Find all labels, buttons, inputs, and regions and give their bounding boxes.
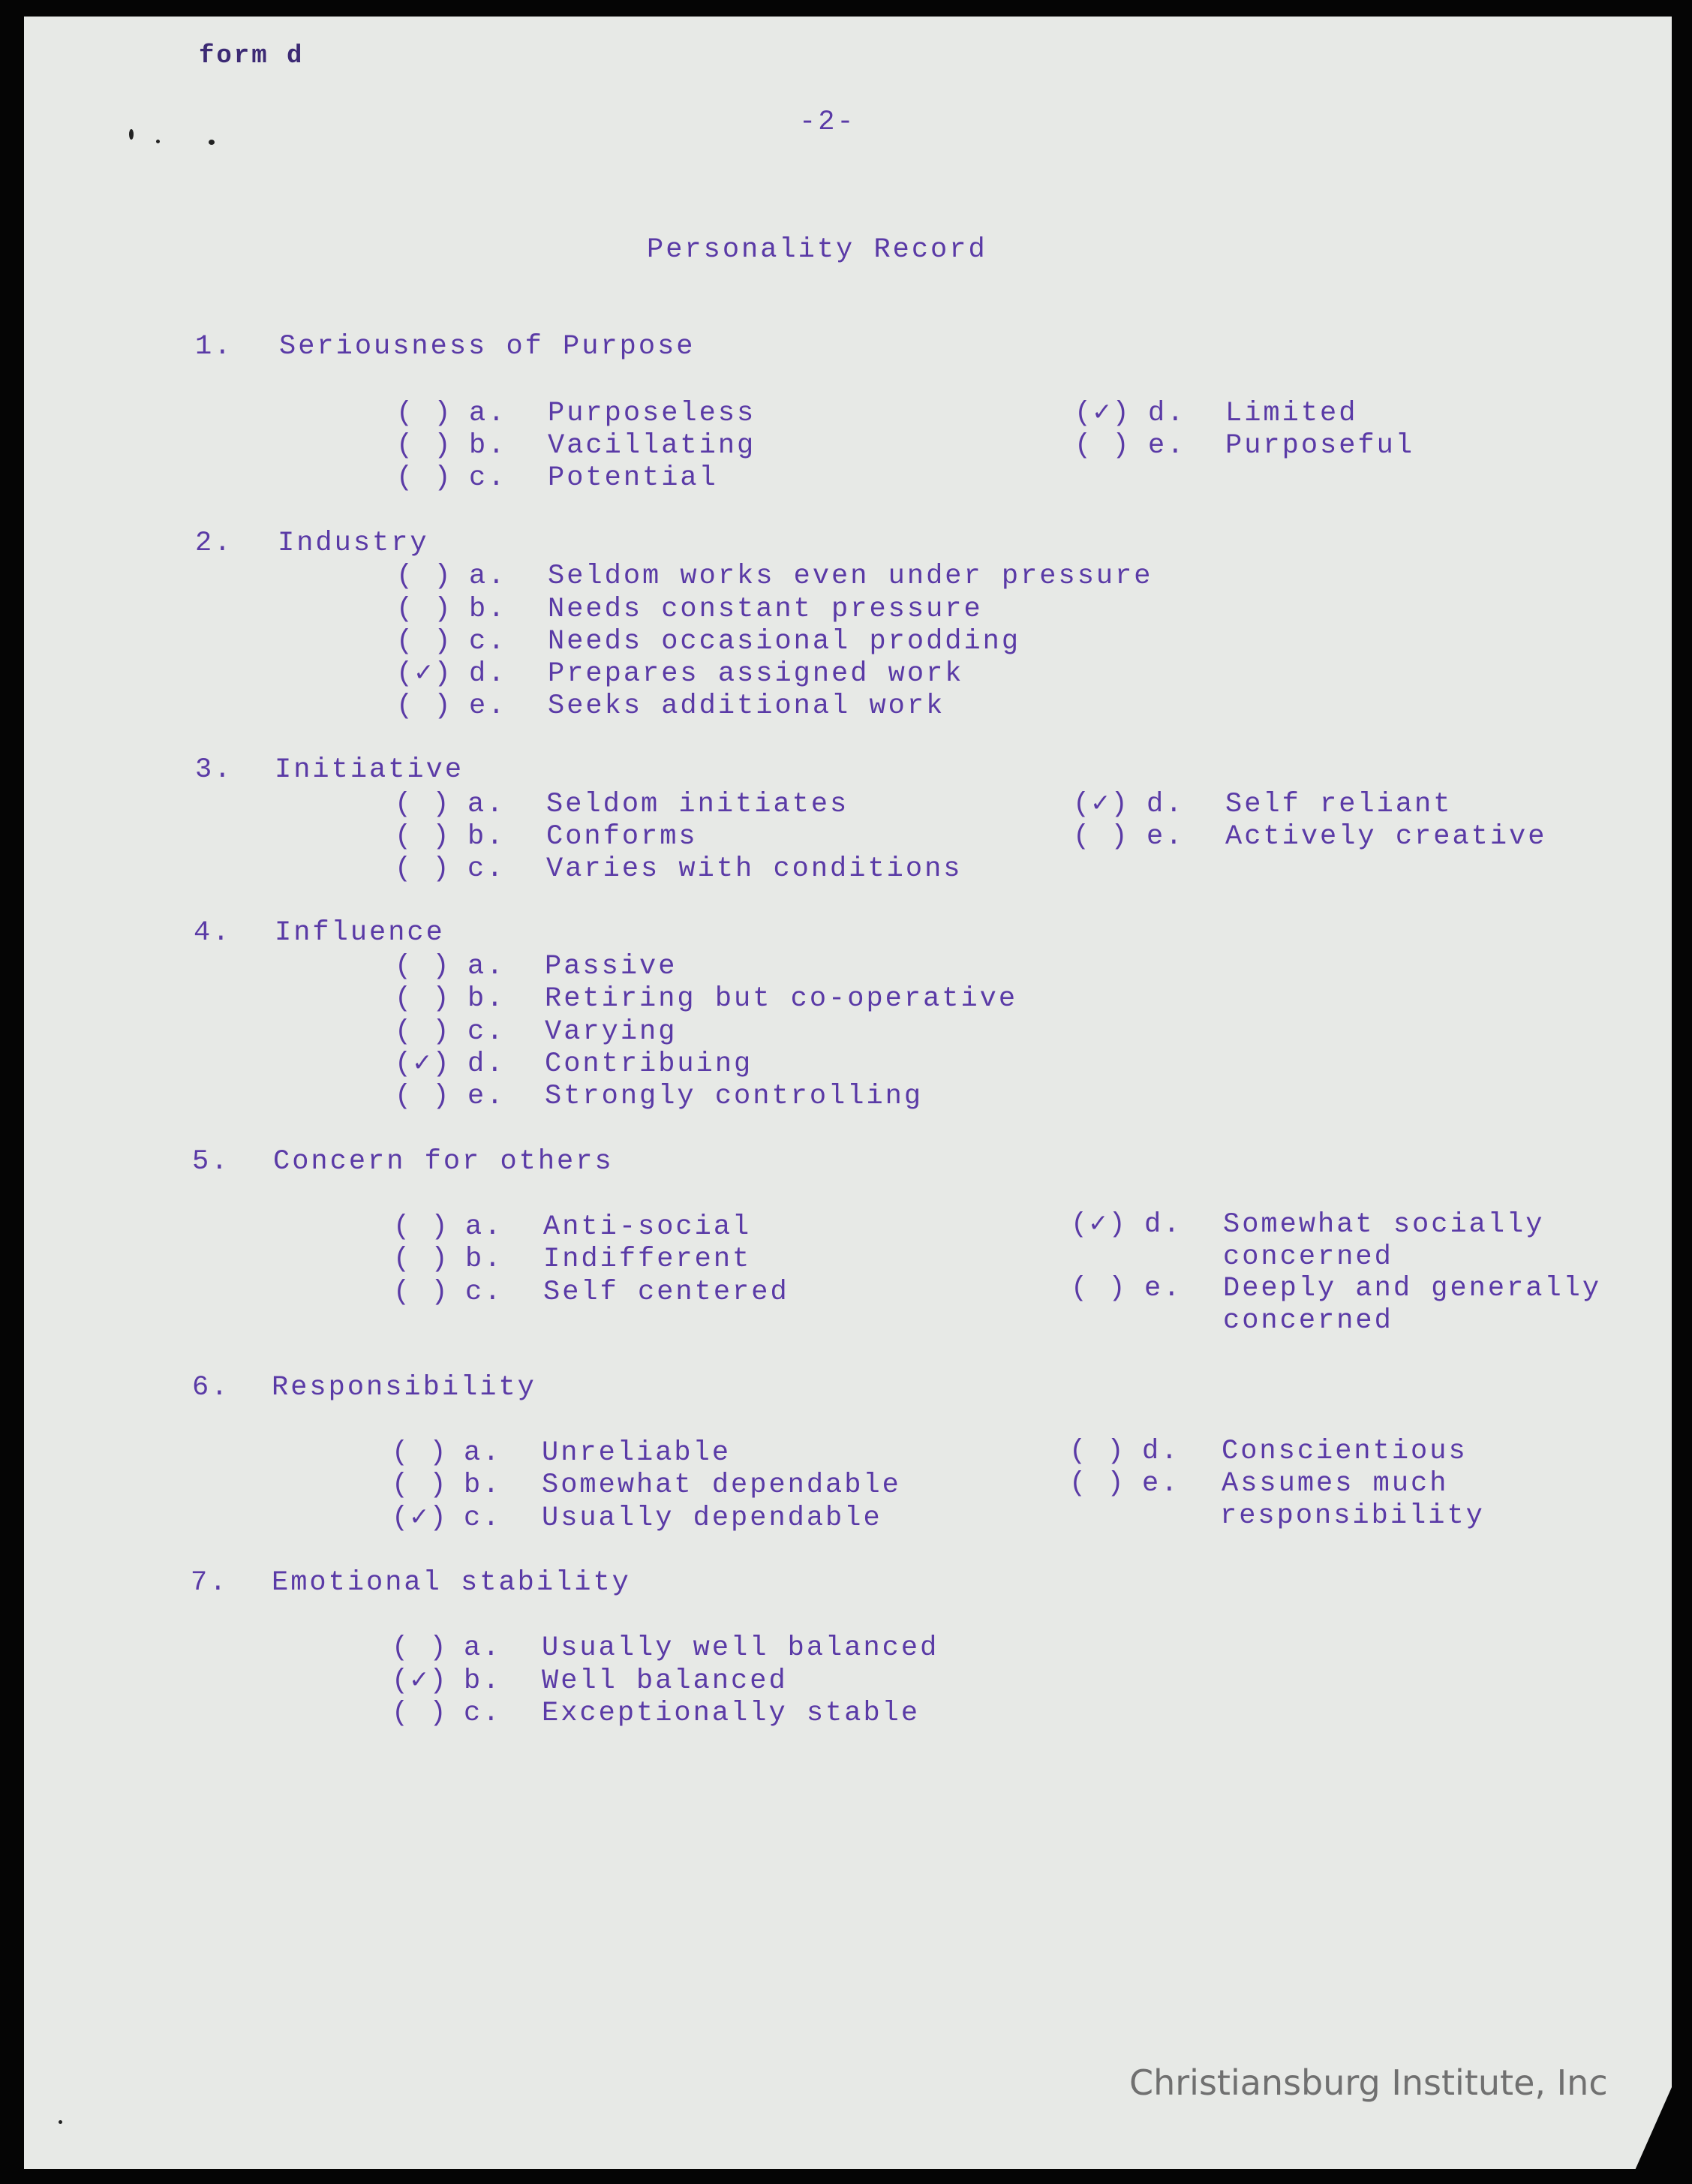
- option-letter: c.: [465, 1277, 503, 1308]
- option-box-checked[interactable]: (✓): [1073, 789, 1130, 820]
- section-heading: Emotional stability: [272, 1567, 631, 1599]
- option-box[interactable]: ( ): [1073, 821, 1130, 853]
- option-letter: d.: [1148, 398, 1186, 429]
- option-text-continued: concerned: [1223, 1305, 1393, 1337]
- option-text: Varies with conditions: [546, 853, 963, 885]
- option-text: Strongly controlling: [545, 1081, 924, 1112]
- option-text: Vacillating: [548, 430, 756, 462]
- option-letter: c.: [469, 626, 507, 657]
- option-letter: b.: [467, 821, 506, 853]
- option-letter: e.: [1142, 1468, 1180, 1500]
- option-box[interactable]: ( ): [396, 626, 453, 657]
- ink-speck: [59, 2120, 62, 2124]
- option-text: Retiring but co-operative: [545, 983, 1018, 1015]
- option-box-checked[interactable]: (✓): [1074, 398, 1132, 429]
- option-letter: d.: [1142, 1436, 1180, 1467]
- option-letter: b.: [465, 1244, 503, 1275]
- option-text: Well balanced: [542, 1665, 788, 1697]
- option-text-continued: concerned: [1223, 1241, 1393, 1273]
- section-number: 3.: [195, 754, 233, 786]
- section-heading: Industry: [278, 528, 429, 559]
- watermark: Christiansburg Institute, Inc: [1129, 2062, 1608, 2103]
- option-letter: a.: [464, 1632, 502, 1664]
- section-number: 7.: [191, 1567, 229, 1599]
- option-text: Seeks additional work: [548, 690, 945, 722]
- option-text: Potential: [548, 462, 718, 494]
- ink-speck: [156, 140, 160, 143]
- option-text: Self centered: [543, 1277, 789, 1308]
- option-text: Limited: [1225, 398, 1358, 429]
- page-number: -2-: [799, 107, 856, 138]
- option-letter: b.: [469, 430, 507, 462]
- option-letter: e.: [467, 1081, 506, 1112]
- section-heading: Influence: [275, 917, 445, 949]
- section-number: 1.: [195, 331, 233, 362]
- option-box[interactable]: ( ): [396, 690, 453, 722]
- option-letter: a.: [467, 789, 506, 820]
- ink-speck: [209, 140, 215, 145]
- option-text: Usually well balanced: [542, 1632, 939, 1664]
- option-box[interactable]: ( ): [392, 1470, 449, 1501]
- option-letter: a.: [464, 1437, 502, 1469]
- option-letter: e.: [1147, 821, 1185, 853]
- option-text: Anti-social: [543, 1211, 752, 1243]
- option-box-checked[interactable]: (✓): [392, 1503, 449, 1534]
- option-box[interactable]: ( ): [396, 561, 453, 592]
- option-letter: a.: [469, 398, 507, 429]
- page-title: Personality Record: [647, 234, 987, 266]
- option-text: Conforms: [546, 821, 698, 853]
- option-box[interactable]: ( ): [396, 594, 453, 625]
- option-text: Somewhat dependable: [542, 1470, 901, 1501]
- option-text: Contribuing: [545, 1048, 753, 1080]
- option-text: Deeply and generally: [1223, 1273, 1602, 1304]
- option-box[interactable]: ( ): [1069, 1468, 1126, 1500]
- option-box[interactable]: ( ): [1071, 1273, 1128, 1304]
- option-letter: b.: [464, 1665, 502, 1697]
- option-box[interactable]: ( ): [1069, 1436, 1126, 1467]
- option-letter: c.: [467, 853, 506, 885]
- option-box[interactable]: ( ): [1074, 430, 1132, 462]
- option-letter: a.: [469, 561, 507, 592]
- option-box[interactable]: ( ): [393, 1211, 450, 1243]
- section-heading: Seriousness of Purpose: [279, 331, 696, 362]
- option-letter: b.: [469, 594, 507, 625]
- option-text: Purposeless: [548, 398, 756, 429]
- option-letter: b.: [467, 983, 506, 1015]
- option-box[interactable]: ( ): [395, 1016, 452, 1048]
- option-letter: d.: [1144, 1209, 1183, 1241]
- option-text: Self reliant: [1225, 789, 1453, 820]
- option-letter: e.: [1144, 1273, 1183, 1304]
- option-box[interactable]: ( ): [395, 789, 452, 820]
- section-number: 4.: [194, 917, 232, 949]
- option-box[interactable]: ( ): [395, 983, 452, 1015]
- option-text: Seldom initiates: [546, 789, 849, 820]
- option-text: Usually dependable: [542, 1503, 882, 1534]
- option-letter: a.: [467, 951, 506, 982]
- option-letter: c.: [464, 1698, 502, 1729]
- option-box-checked[interactable]: (✓): [1071, 1209, 1128, 1241]
- option-text: Actively creative: [1225, 821, 1547, 853]
- option-text: Purposeful: [1225, 430, 1415, 462]
- option-text: Seldom works even under pressure: [548, 561, 1153, 592]
- option-box-checked[interactable]: (✓): [395, 1048, 452, 1080]
- option-letter: e.: [469, 690, 507, 722]
- option-box[interactable]: ( ): [395, 951, 452, 982]
- option-box[interactable]: ( ): [393, 1277, 450, 1308]
- option-letter: c.: [469, 462, 507, 494]
- option-text: Varying: [545, 1016, 678, 1048]
- option-text: Assumes much: [1222, 1468, 1449, 1500]
- option-box[interactable]: ( ): [396, 462, 453, 494]
- option-box[interactable]: ( ): [396, 430, 453, 462]
- option-box-checked[interactable]: (✓): [396, 658, 453, 690]
- section-number: 6.: [192, 1372, 230, 1403]
- option-letter: e.: [1148, 430, 1186, 462]
- ink-speck: [129, 129, 134, 140]
- option-text: Prepares assigned work: [548, 658, 964, 690]
- option-letter: d.: [467, 1048, 506, 1080]
- section-heading: Initiative: [275, 754, 464, 786]
- option-box[interactable]: ( ): [393, 1244, 450, 1275]
- option-text: Unreliable: [542, 1437, 732, 1469]
- option-letter: b.: [464, 1470, 502, 1501]
- option-box[interactable]: ( ): [392, 1632, 449, 1664]
- option-box[interactable]: ( ): [395, 821, 452, 853]
- option-box[interactable]: ( ): [392, 1698, 449, 1729]
- section-number: 5.: [192, 1146, 230, 1178]
- option-letter: c.: [464, 1503, 502, 1534]
- option-box[interactable]: ( ): [395, 853, 452, 885]
- option-letter: d.: [1147, 789, 1185, 820]
- option-box-checked[interactable]: (✓): [392, 1665, 449, 1697]
- option-letter: a.: [465, 1211, 503, 1243]
- option-letter: c.: [467, 1016, 506, 1048]
- option-text: Indifferent: [543, 1244, 752, 1275]
- option-text: Passive: [545, 951, 678, 982]
- section-heading: Concern for others: [273, 1146, 614, 1178]
- option-text: Needs occasional prodding: [548, 626, 1021, 657]
- option-box[interactable]: ( ): [396, 398, 453, 429]
- section-number: 2.: [195, 528, 233, 559]
- option-box[interactable]: ( ): [395, 1081, 452, 1112]
- option-box[interactable]: ( ): [392, 1437, 449, 1469]
- section-heading: Responsibility: [272, 1372, 536, 1403]
- option-text: Needs constant pressure: [548, 594, 983, 625]
- option-letter: d.: [469, 658, 507, 690]
- option-text: Conscientious: [1222, 1436, 1468, 1467]
- form-label: form d: [199, 42, 305, 71]
- option-text: Somewhat socially: [1223, 1209, 1545, 1241]
- option-text-continued: responsibility: [1220, 1500, 1485, 1532]
- option-text: Exceptionally stable: [542, 1698, 921, 1729]
